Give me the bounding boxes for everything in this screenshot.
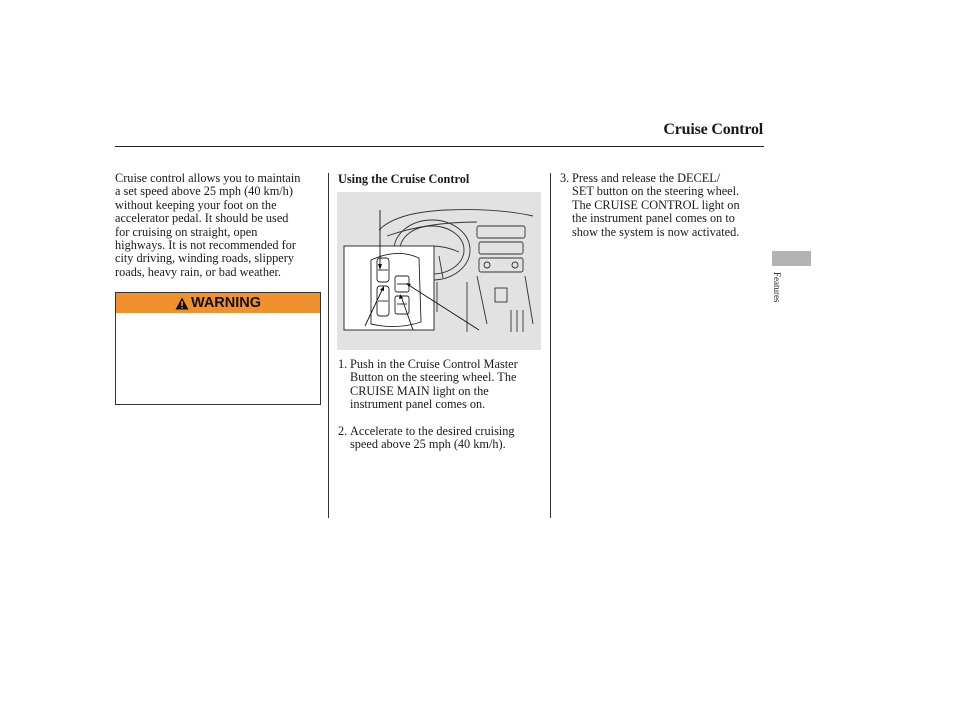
step-text — [350, 358, 518, 412]
page-title: Cruise Control — [663, 121, 763, 138]
step-line: Button on the steering wheel. The — [350, 370, 517, 385]
step-line: show the system is now activated. — [572, 224, 740, 239]
step-line: CRUISE MAIN light on the — [350, 383, 489, 398]
step-number: 2. — [338, 424, 348, 438]
section-tab — [772, 251, 811, 266]
step-line: speed above 25 mph (40 km/h). — [350, 437, 506, 452]
step-number: 3. — [560, 171, 570, 185]
intro-line: highways. It is not recommended for — [115, 238, 296, 253]
intro-line: roads, heavy rain, or bad weather. — [115, 264, 281, 279]
step-line: Accelerate to the desired cruising — [350, 424, 515, 438]
warning-label: WARNING — [190, 295, 262, 311]
section-tab-label: Features — [772, 272, 782, 303]
column-divider-1 — [328, 173, 329, 518]
step-line: the instrument panel comes on to — [572, 211, 735, 226]
intro-paragraph — [115, 172, 325, 279]
intro-line: accelerator pedal. It should be used — [115, 211, 289, 226]
column-divider-2 — [550, 173, 551, 518]
step-line: instrument panel comes on. — [350, 397, 486, 412]
intro-line: without keeping your foot on the — [115, 197, 277, 212]
step-line: SET button on the steering wheel. — [572, 184, 740, 199]
header-rule — [115, 146, 764, 147]
intro-line: Cruise control allows you to maintain — [115, 171, 301, 185]
step-line: Push in the Cruise Control Master — [350, 357, 518, 371]
warning-header — [116, 293, 320, 313]
warning-box — [115, 292, 321, 405]
steering-wheel-illustration — [337, 192, 541, 350]
step-line: Press and release the DECEL/ — [572, 171, 721, 185]
warning-triangle-icon — [175, 297, 189, 310]
step-number: 1. — [338, 357, 348, 371]
intro-line: city driving, winding roads, slippery — [115, 251, 294, 266]
step-text — [350, 425, 515, 452]
step-line: The CRUISE CONTROL light on — [572, 197, 740, 212]
intro-line: for cruising on straight, open — [115, 224, 258, 239]
cockpit-drawing — [337, 192, 541, 350]
intro-line: a set speed above 25 mph (40 km/h) — [115, 184, 293, 199]
section-heading: Using the Cruise Control — [338, 172, 470, 186]
step-text — [572, 172, 740, 239]
